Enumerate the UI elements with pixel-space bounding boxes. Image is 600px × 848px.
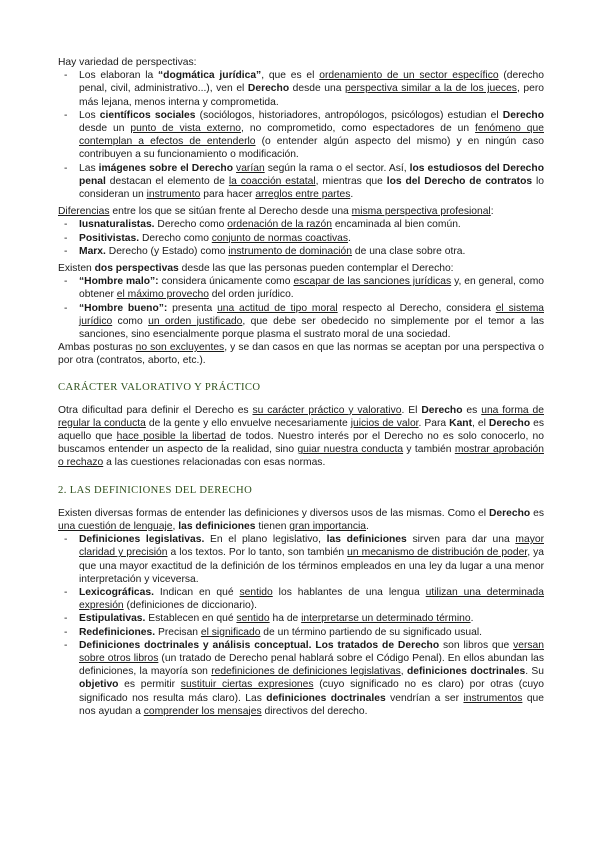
- list-item: - Positivistas. Derecho como conjunto de normas coactivas.: [64, 232, 351, 244]
- list-item: - Lexicográficas. Indican en qué sentido los hablantes de una lengua utilizan una determinada expresión (definiciones de diccionario).: [64, 586, 544, 612]
- bullet-dash: -: [64, 109, 68, 121]
- bullet-dash: -: [64, 586, 68, 598]
- bullet-dash: -: [64, 613, 68, 625]
- list-item: - “Hombre bueno”: presenta una actitud de tipo moral respecto al Derecho, considera el sistema jurídico como un orden justificado, que debe ser obedecido no simplemente por el temor a las sanciones, sino esencialmente porque plasma el sustrato moral de una sociedad.: [64, 302, 544, 341]
- bullet-dash: -: [64, 232, 68, 244]
- differences-intro: Diferencias entre los que se sitúan frente al Derecho desde una misma perspectiva profesional:: [58, 206, 494, 218]
- two-perspectives-list: [58, 275, 544, 341]
- definitions-list: [58, 533, 544, 718]
- section-heading-valorative: CARÁCTER VALORATIVO Y PRÁCTICO: [58, 381, 261, 393]
- list-item: - Marx. Derecho (y Estado) como instrumento de dominación de una clase sobre otra.: [64, 245, 466, 257]
- bullet-dash: -: [64, 626, 68, 638]
- list-item: - Redefiniciones. Precisan el significado de un término partiendo de su significado usual.: [64, 626, 482, 638]
- bullet-dash: -: [64, 245, 68, 257]
- bullet-dash: -: [64, 276, 68, 288]
- list-item: - Las imágenes sobre el Derecho varían según la rama o el sector. Así, los estudiosos del Derecho penal destacan el elemento de la coacción estatal, mientras que los del Derecho de contratos lo consideran un instrumento para hacer arreglos entre partes.: [64, 162, 545, 201]
- bullet-dash: -: [64, 70, 68, 82]
- perspectives-list: [58, 69, 544, 201]
- definitions-intro: Existen diversas formas de entender las definiciones y diversos usos de las mismas. Como el Derecho es una cuestión de lenguaje, las definiciones tienen gran importancia.: [58, 507, 544, 532]
- bullet-dash: -: [64, 302, 68, 314]
- perspectives-intro: Hay variedad de perspectivas:: [58, 57, 197, 68]
- list-item: - Los elaboran la “dogmática jurídica”, que es el ordenamiento de un sector específico (derecho penal, civil, administrativo...), ven el Derecho desde una perspectiva similar a la de los jueces, pero más lejana, menos interna y comprometida.: [64, 70, 544, 108]
- valorative-paragraph: Otra dificultad para definir el Derecho es su carácter práctico y valorativo. El Derecho es una forma de regular la conducta de la gente y ello envuelve necesariamente juicios de valor. Para Kant, el Derecho es aquello que hace posible la libertad de todos. Nuestro interés por el Derecho no es solo conocerlo, no buscamos entender un aspecto de la realidad, sino guiar nuestra conducta y también mostrar aprobación o rechazo a las cuestiones relacionadas con esas normas.: [58, 404, 544, 469]
- list-item: - “Hombre malo”: considera únicamente como escapar de las sanciones jurídicas y, en general, como obtener el máximo provecho del orden jurídico.: [64, 276, 544, 301]
- bullet-dash: -: [64, 534, 68, 546]
- list-item: - Definiciones legislativas. En el plano legislativo, las definiciones sirven para dar una mayor claridad y precisión a los textos. Por lo tanto, son también un mecanismo de distribución de poder, ya que una mayor exactitud de la definición de los términos empleados en una ley da lugar a una menor interpretación y viceversa.: [64, 534, 544, 585]
- bullet-dash: -: [64, 162, 68, 174]
- list-item: - Iusnaturalistas. Derecho como ordenación de la razón encaminada al bien común.: [64, 219, 461, 231]
- two-perspectives-intro: Existen dos perspectivas desde las que las personas pueden contemplar el Derecho:: [58, 263, 454, 275]
- list-item: - Los científicos sociales (sociólogos, historiadores, antropólogos, psicólogos) estudian el Derecho desde un punto de vista externo, no comprometido, como espectadores de un fenómeno que contemplan a efectos de entenderlo (o entender algún aspecto del mismo) y en ningún caso contribuyen a su funcionamiento o modificación.: [64, 109, 544, 161]
- two-perspectives-conclusion: Ambas posturas no son excluyentes, y se dan casos en que las normas se aceptan por una perspectiva o por otra (contratos, aborto, etc.).: [58, 342, 545, 367]
- section-heading-definitions: 2. LAS DEFINICIONES DEL DERECHO: [58, 484, 253, 496]
- differences-list: [58, 218, 544, 258]
- document-body: [58, 56, 544, 718]
- bullet-dash: -: [64, 639, 68, 651]
- list-item: - Estipulativas. Establecen en qué sentido ha de interpretarse un determinado término.: [64, 613, 474, 625]
- list-item: - Definiciones doctrinales y análisis conceptual. Los tratados de Derecho son libros que versan sobre otros libros (un tratado de Derecho penal hablará sobre el Código Penal). En ellos abundan las definiciones, la mayoría son redefiniciones de definiciones legislativas, definiciones doctrinales. Su objetivo es permitir sustituir ciertas expresiones (cuyo significado no es claro) por otras (cuyo significado nos resulta más claro). Las definiciones doctrinales vendrían a ser instrumentos que nos ayudan a comprender los mensajes directivos del derecho.: [64, 639, 544, 717]
- bullet-dash: -: [64, 219, 68, 231]
